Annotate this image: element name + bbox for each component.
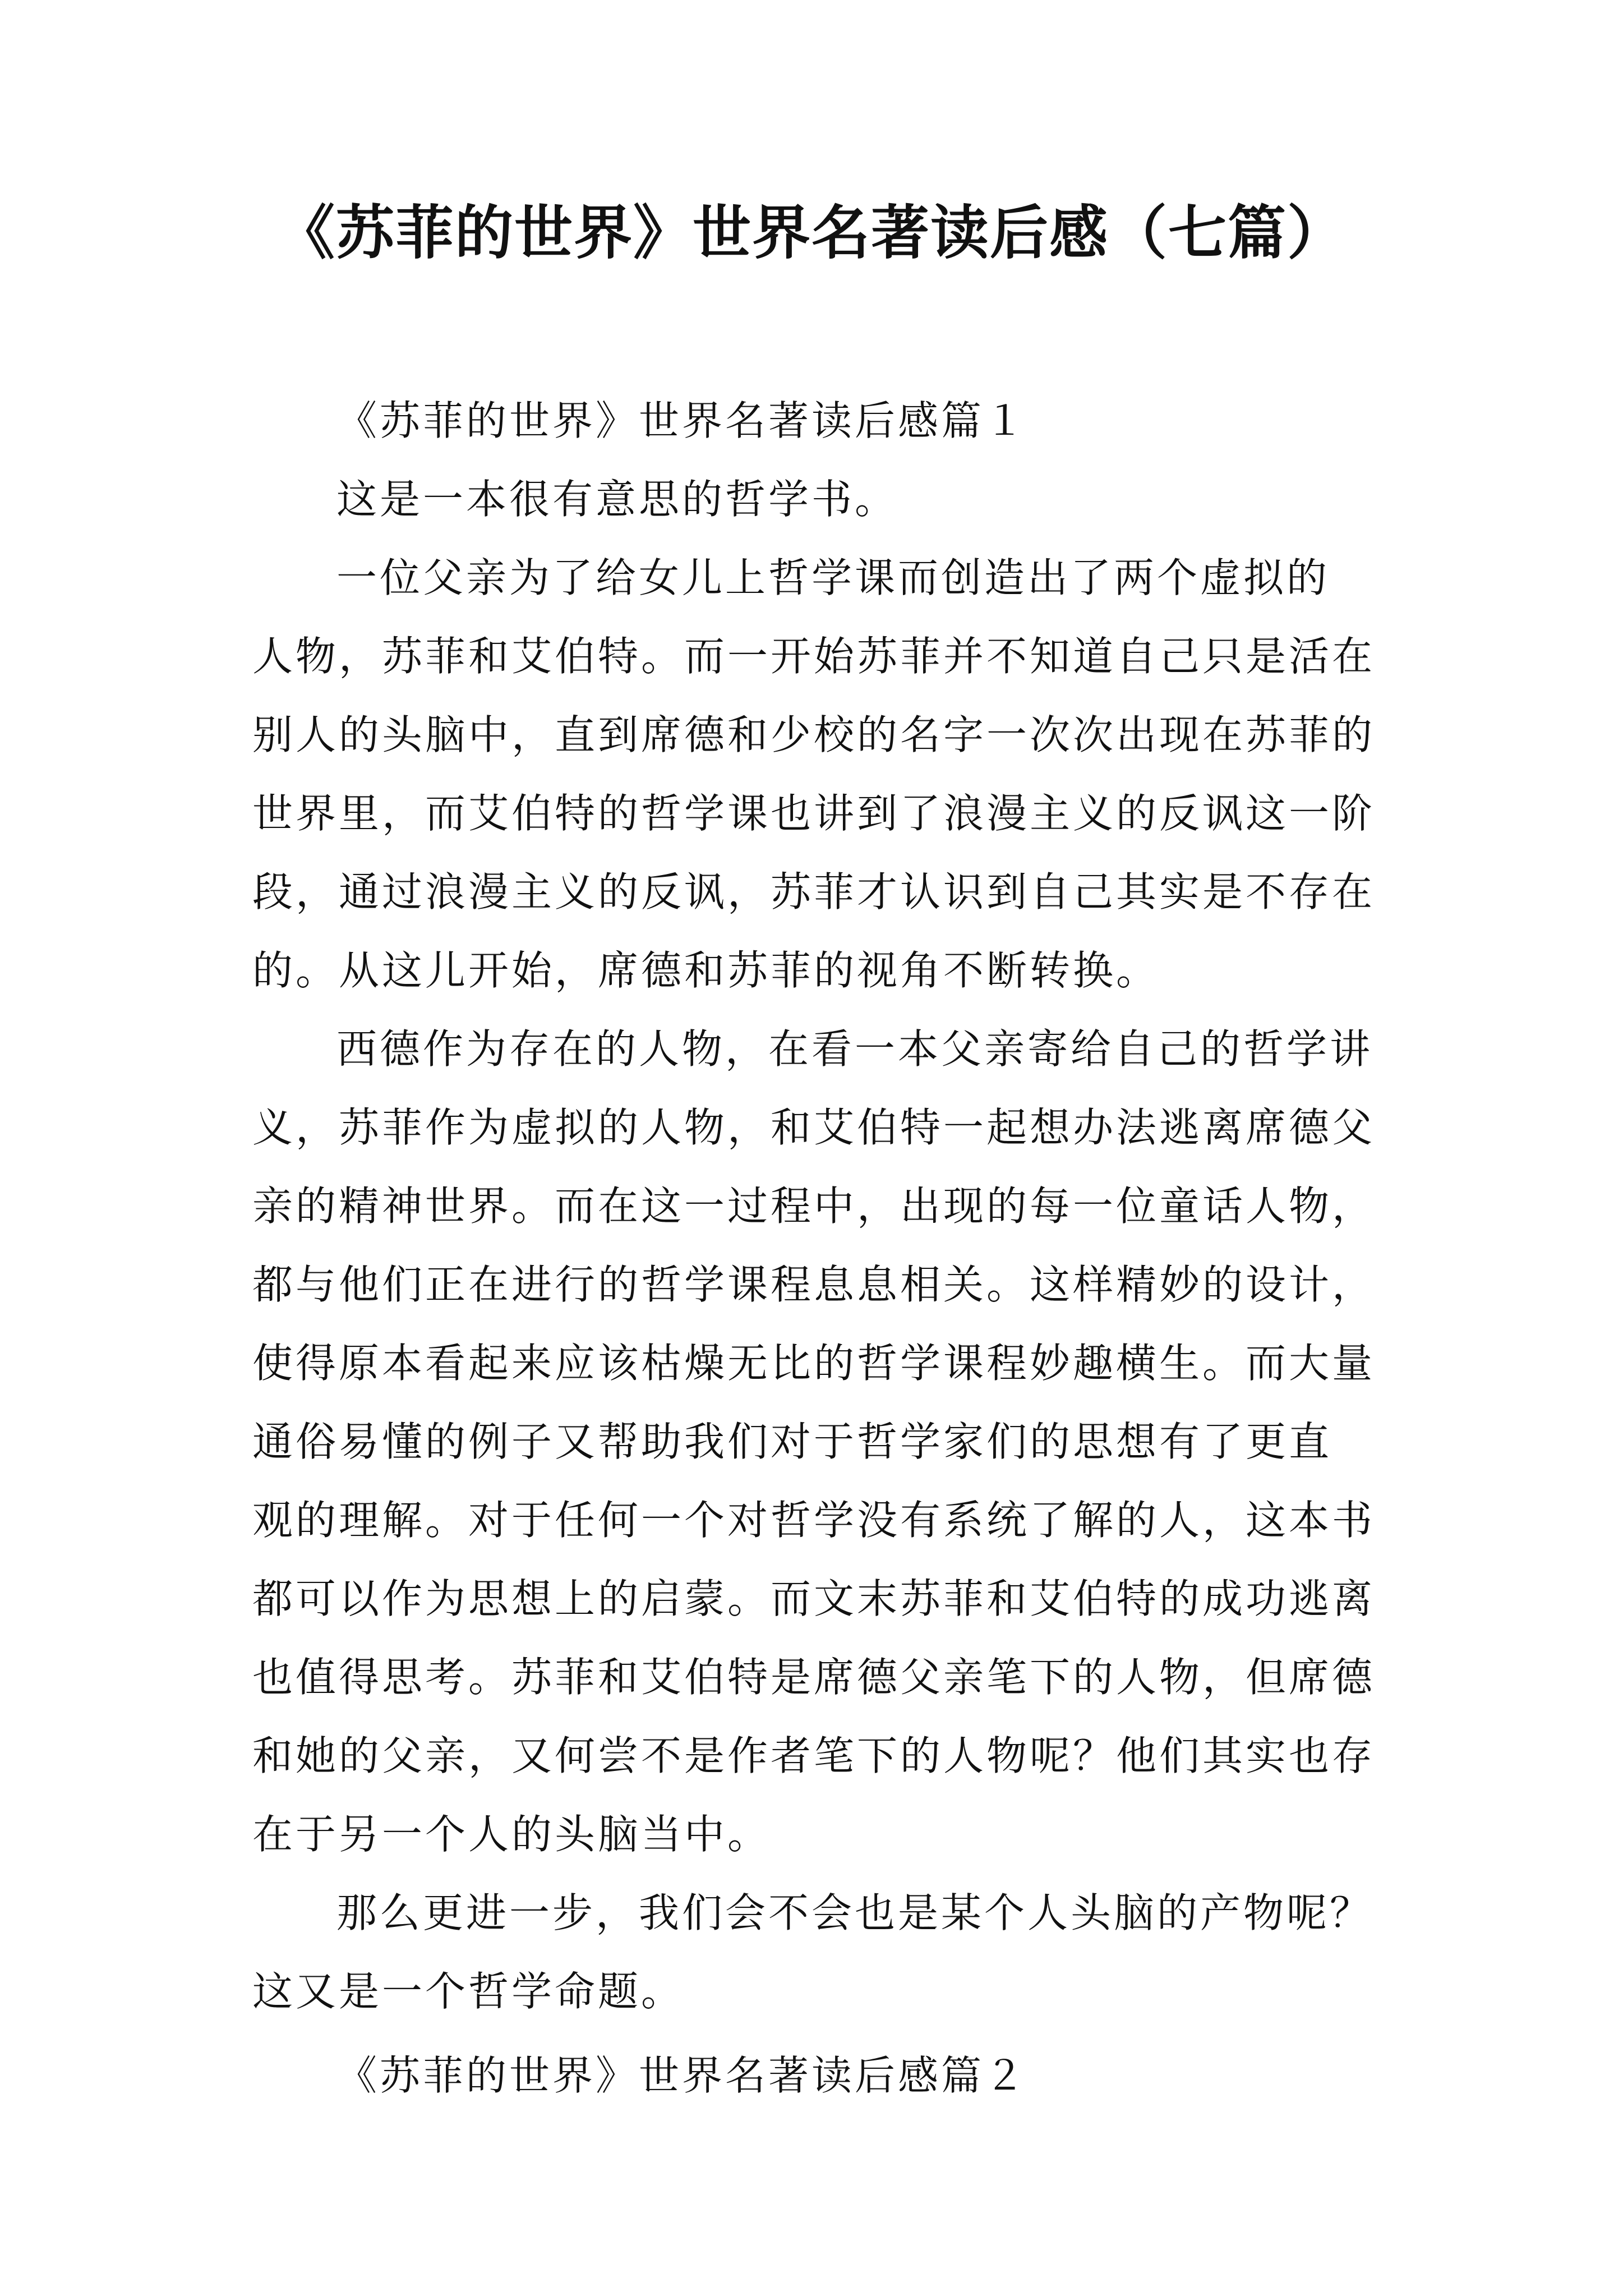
paragraph-line: 都与他们正在进行的哲学课程息息相关。这样精妙的设计， [252, 1261, 1376, 1308]
paragraph-line: 人物，苏菲和艾伯特。而一开始苏菲并不知道自己只是活在 [252, 633, 1376, 680]
paragraph-line: 使得原本看起来应该枯燥无比的哲学课程妙趣横生。而大量 [252, 1340, 1376, 1387]
paragraph-line: 都可以作为思想上的启蒙。而文末苏菲和艾伯特的成功逃离 [252, 1575, 1376, 1622]
document-title: 《苏菲的世界》世界名著读后感（七篇） [276, 198, 1347, 267]
paragraph-line: 世界里，而艾伯特的哲学课也讲到了浪漫主义的反讽这一阶 [252, 790, 1376, 837]
paragraph-line: 的。从这儿开始，席德和苏菲的视角不断转换。 [252, 947, 1160, 994]
paragraph-line: 那么更进一步，我们会不会也是某个人头脑的产物呢？ [336, 1889, 1373, 1936]
paragraph-line: 这是一本很有意思的哲学书。 [336, 476, 898, 523]
paragraph-line: 西德作为存在的人物，在看一本父亲寄给自己的哲学讲 [336, 1025, 1373, 1073]
paragraph-line: 段，通过浪漫主义的反讽，苏菲才认识到自己其实是不存在 [252, 868, 1376, 915]
paragraph-line: 义，苏菲作为虚拟的人物，和艾伯特一起想办法逃离席德父 [252, 1104, 1376, 1151]
paragraph-line: 和她的父亲，又何尝不是作者笔下的人物呢？他们其实也存 [252, 1732, 1376, 1779]
paragraph-line: 这又是一个哲学命题。 [252, 1968, 685, 2015]
paragraph-line: 在于另一个人的头脑当中。 [252, 1811, 771, 1858]
paragraph-line: 观的理解。对于任何一个对哲学没有系统了解的人，这本书 [252, 1497, 1376, 1544]
section-heading-2: 《苏菲的世界》世界名著读后感篇２ [336, 2052, 1028, 2099]
paragraph-line: 通俗易懂的例子又帮助我们对于哲学家们的思想有了更直 [252, 1418, 1332, 1465]
paragraph-line: 亲的精神世界。而在这一过程中，出现的每一位童话人物， [252, 1182, 1376, 1230]
paragraph-line: 别人的头脑中，直到席德和少校的名字一次次出现在苏菲的 [252, 711, 1376, 758]
paragraph-line: 也值得思考。苏菲和艾伯特是席德父亲笔下的人物，但席德 [252, 1654, 1376, 1701]
section-heading-1: 《苏菲的世界》世界名著读后感篇１ [336, 397, 1028, 444]
paragraph-line: 一位父亲为了给女儿上哲学课而创造出了两个虚拟的 [336, 554, 1330, 601]
